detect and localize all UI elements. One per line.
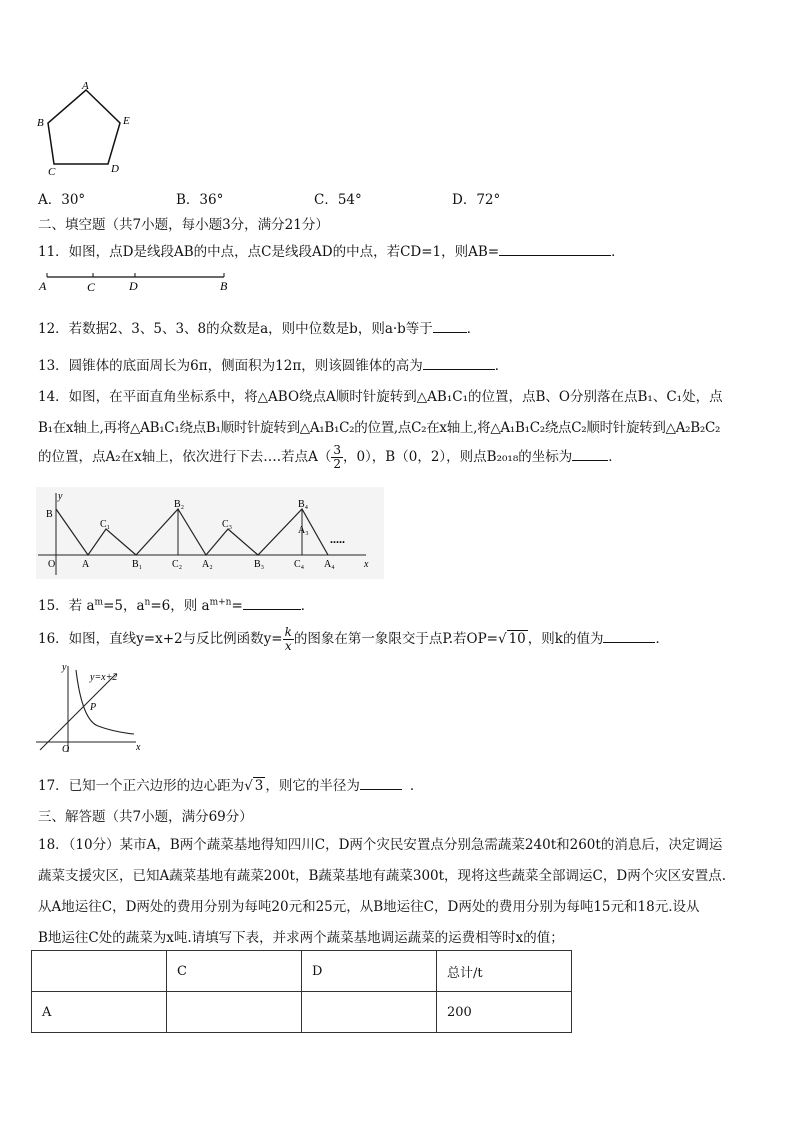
choice-b: B．36° <box>176 192 224 208</box>
q17-sqrt-value: 3 <box>254 778 264 794</box>
q14-label-c4: C₄ <box>294 559 305 570</box>
q11-label-d: D <box>129 279 138 293</box>
q14-label-a2: A₂ <box>202 559 213 570</box>
q15-end: ． <box>300 598 315 614</box>
q15-sup-m: m <box>94 597 104 608</box>
pentagon-label-b: B <box>37 117 44 129</box>
q14-fraction <box>331 444 343 471</box>
table-row <box>32 992 572 1033</box>
q16-frac-den: x <box>284 639 292 653</box>
q15-sup-n: n <box>144 597 151 608</box>
q11-text: 11．如图，点D是线段AB的中点，点C是线段AD的中点，若CD=1，则AB= <box>38 244 500 260</box>
q17-text-a: 17．已知一个正六边形的边心距为 <box>38 778 245 794</box>
q14-line3-a: 的位置，点A₂在x轴上，依次进行下去….若点A（ <box>38 449 332 465</box>
q17-line: 17．已知一个正六边形的边心距为√ 3 ，则它的半径为 ． <box>38 778 424 794</box>
pentagon-shape <box>48 90 120 164</box>
q15-text-c: =6，则 a <box>150 598 210 614</box>
q12-line <box>38 317 480 337</box>
table-header-cell <box>32 951 167 992</box>
q14-label-b2: B₂ <box>174 499 185 510</box>
q17-end: ． <box>409 778 424 794</box>
choice-d: D．72° <box>452 192 501 208</box>
pentagon-label-a: A <box>82 80 89 92</box>
q16-end: ． <box>655 631 669 647</box>
q16-line: 16．如图，直线y=x+2与反比例函数y= $\frac{k}{x}$ 的图象在第一象限交于点P.若OP=√ 10 ，则k的值为 ． <box>38 625 669 653</box>
q14-label-y: y <box>58 491 63 502</box>
q14-label-a3: A₃ <box>298 525 309 536</box>
section3-heading: 三、解答题（共7小题，满分69分） <box>38 809 253 825</box>
choice-c: C．54° <box>314 192 362 208</box>
q18-line3: 从A地运往C，D两处的费用分别为每吨20元和25元，从B地运往C，D两处的费用分别为每吨15元和18元.设从 <box>38 899 700 915</box>
q13-answer-blank[interactable] <box>423 357 495 370</box>
q14-label-a4: A₄ <box>324 559 335 570</box>
q15-text-d: = <box>231 598 243 614</box>
q11-label-b: B <box>220 279 228 293</box>
table-cell: A <box>32 992 167 1033</box>
q14-frac-den: 2 <box>333 457 341 471</box>
q16-label-y: y <box>62 662 67 673</box>
q11-segment-figure <box>36 268 236 294</box>
q11-answer-blank[interactable] <box>499 243 611 256</box>
q14-line2: B₁在x轴上,再将△AB₁C₁绕点B₁顺时针旋转到△A₁B₁C₂的位置,点C₂在x轴上,将△A₁B₁C₂绕点C₂顺时针旋转到△A₂B₂C₂ <box>38 420 721 436</box>
q18-line2: 蔬菜支援灾区，已知A蔬菜基地有蔬菜200t，B蔬菜基地有蔬菜300t，现将这些蔬菜全部调运C，D两个灾区安置点. <box>38 868 726 884</box>
q17-answer-blank[interactable] <box>360 777 402 790</box>
pentagon-label-d: D <box>111 163 119 175</box>
q12-text: 12．若数据2、3、5、3、8的众数是a，则中位数是b，则a·b等于 <box>38 321 433 337</box>
q14-rotation-figure <box>36 487 384 579</box>
q15-text-b: =5，a <box>103 598 145 614</box>
table-cell[interactable] <box>302 992 437 1033</box>
table-cell[interactable] <box>167 992 302 1033</box>
q11-end: ． <box>611 244 625 260</box>
q16-label-x: x <box>136 742 141 753</box>
q18-line4: B地运往C处的蔬菜为x吨.请填写下表，并求两个蔬菜基地调运蔬菜的运费相等时x的值； <box>38 930 564 946</box>
q17-text-b: ，则它的半径为 <box>265 778 360 794</box>
q14-label-c3: C₃ <box>222 519 233 530</box>
q16-text-c: ，则k的值为 <box>527 631 604 647</box>
q15-line <box>38 594 314 614</box>
pentagon-figure <box>34 78 144 178</box>
q14-label-c1: C₁ <box>100 519 111 530</box>
q16-sqrt-value: 10 <box>508 631 526 647</box>
q16-text-b: 的图象在第一象限交于点P.若OP= <box>293 631 498 647</box>
q18-table <box>31 950 572 1033</box>
q14-label-b: B <box>46 509 53 520</box>
table-header-cell: C <box>167 951 302 992</box>
section2-heading: 二、填空题（共7小题，每小题3分，满分21分） <box>38 217 329 233</box>
choice-a: A．30° <box>38 192 86 208</box>
q12-end: ． <box>466 321 481 337</box>
q14-label-c2: C₂ <box>172 559 183 570</box>
q11-label-a: A <box>39 279 47 293</box>
q14-line1: 14．如图，在平面直角坐标系中，将△ABO绕点A顺时针旋转到△AB₁C₁的位置，点B、O分别落在点B₁、C₁处，点 <box>38 389 723 405</box>
q11-line <box>38 240 625 260</box>
q18-line1: 18．（10分）某市A，B两个蔬菜基地得知四川C，D两个灾民安置点分别急需蔬菜240t和260t的消息后，决定调运 <box>38 837 723 853</box>
q15-answer-blank[interactable] <box>243 597 301 610</box>
q14-frac-num: 3 <box>333 443 341 457</box>
q16-frac-num: k <box>284 625 292 639</box>
q16-graph-figure <box>36 660 146 754</box>
pentagon-label-e: E <box>123 115 130 127</box>
q16-answer-blank[interactable] <box>603 630 655 643</box>
q15-sup-mn: m+n <box>209 597 232 608</box>
q14-label-o: O <box>48 559 56 570</box>
q14-label-a: A <box>82 559 90 570</box>
q13-end: ． <box>494 358 509 374</box>
q16-line-label: y=x+2 <box>90 672 118 683</box>
q14-answer-blank[interactable] <box>572 448 608 461</box>
q15-text-a: 15．若 a <box>38 598 95 614</box>
q11-label-c: C <box>87 280 96 294</box>
q14-ellipsis: ..... <box>330 532 345 546</box>
q14-label-x: x <box>364 559 369 570</box>
q14-label-b3: B₃ <box>254 559 265 570</box>
q14-label-b1: B₁ <box>132 559 143 570</box>
q12-answer-blank[interactable] <box>433 320 467 333</box>
q16-text-a: 16．如图，直线y=x+2与反比例函数y= <box>38 631 283 647</box>
q14-line3-b: ，0），B（0，2），则点B₂₀₁₈的坐标为 <box>342 449 573 465</box>
q16-label-o: O <box>62 744 70 754</box>
q16-label-p: P <box>90 702 97 713</box>
q14-end: ． <box>608 449 622 465</box>
q14-line3 <box>38 444 622 471</box>
q14-label-b4: B₄ <box>298 499 309 510</box>
pentagon-label-c: C <box>48 166 56 178</box>
q13-line <box>38 354 508 374</box>
q16-fraction <box>283 626 294 653</box>
table-header-cell: D <box>302 951 437 992</box>
table-header-cell: 总计/t <box>437 951 572 992</box>
q13-text: 13．圆锥体的底面周长为6π，侧面积为12π，则该圆锥体的高为 <box>38 358 423 374</box>
table-header-row <box>32 951 572 992</box>
table-cell: 200 <box>437 992 572 1033</box>
